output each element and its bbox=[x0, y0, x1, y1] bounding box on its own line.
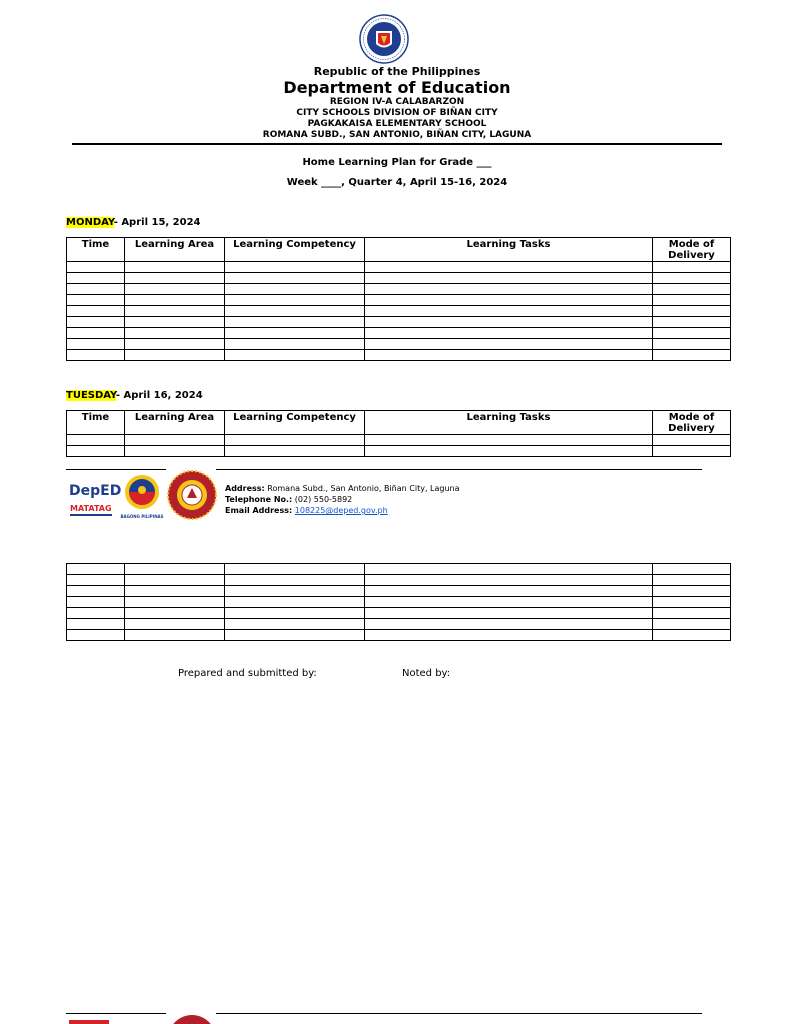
table-cell[interactable] bbox=[225, 306, 365, 317]
tuesday-table bbox=[66, 410, 731, 457]
table-cell[interactable] bbox=[67, 630, 125, 641]
bagong-logo-text: BAGONG PILIPINAS bbox=[120, 514, 164, 519]
table-cell[interactable] bbox=[225, 619, 365, 630]
header-divider bbox=[72, 143, 722, 145]
table-cell[interactable] bbox=[225, 435, 365, 446]
monday-date: - April 15, 2024 bbox=[113, 217, 201, 228]
table-row bbox=[67, 284, 731, 295]
table-row bbox=[67, 446, 731, 457]
col-time: Time bbox=[67, 238, 125, 262]
col-learning-area: Learning Area bbox=[125, 411, 225, 435]
col-time: Time bbox=[67, 411, 125, 435]
table-cell[interactable] bbox=[125, 284, 225, 295]
plan-week: Week ____, Quarter 4, April 15-16, 2024 bbox=[286, 177, 508, 188]
table-row bbox=[67, 435, 731, 446]
table-cell[interactable] bbox=[653, 273, 731, 284]
school-seal-logo-partial bbox=[167, 1014, 217, 1024]
table-row bbox=[67, 339, 731, 350]
col-learning-competency: Learning Competency bbox=[225, 238, 365, 262]
table-cell[interactable] bbox=[225, 597, 365, 608]
table-cell[interactable] bbox=[225, 284, 365, 295]
email-link[interactable]: 108225@deped.gov.ph bbox=[294, 506, 388, 515]
table-cell[interactable] bbox=[365, 273, 653, 284]
deped-logo-partial bbox=[67, 1017, 115, 1024]
table-cell[interactable] bbox=[653, 608, 731, 619]
table-row bbox=[67, 630, 731, 641]
table-cell[interactable] bbox=[125, 619, 225, 630]
address-line: ROMANA SUBD., SAN ANTONIO, BIÑAN CITY, LAGUNA bbox=[262, 130, 532, 140]
plan-title: Home Learning Plan for Grade ___ bbox=[302, 157, 492, 168]
deped-matatag-logo bbox=[67, 475, 122, 519]
table-cell[interactable] bbox=[653, 306, 731, 317]
table-cell[interactable] bbox=[125, 328, 225, 339]
table-cell[interactable] bbox=[365, 630, 653, 641]
table-cell[interactable] bbox=[125, 350, 225, 361]
table-cell[interactable] bbox=[225, 586, 365, 597]
table-cell[interactable] bbox=[653, 317, 731, 328]
republic-heading: Republic of the Philippines bbox=[313, 65, 481, 78]
table-cell[interactable] bbox=[67, 295, 125, 306]
table-cell[interactable] bbox=[125, 339, 225, 350]
table-row bbox=[67, 597, 731, 608]
address-value: Romana Subd., San Antonio, Biñan City, Laguna bbox=[264, 484, 460, 493]
table-cell[interactable] bbox=[225, 446, 365, 457]
table-row bbox=[67, 273, 731, 284]
footer-email bbox=[225, 505, 388, 516]
table-cell[interactable] bbox=[67, 306, 125, 317]
footer-rule-right-2 bbox=[216, 1013, 702, 1014]
table-cell[interactable] bbox=[365, 564, 653, 575]
footer-address bbox=[225, 483, 460, 494]
table-row bbox=[67, 295, 731, 306]
school-seal-logo bbox=[167, 470, 217, 520]
table-cell[interactable] bbox=[365, 284, 653, 295]
table-cell[interactable] bbox=[365, 575, 653, 586]
table-cell[interactable] bbox=[225, 273, 365, 284]
table-row bbox=[67, 328, 731, 339]
address-label: Address: bbox=[225, 484, 265, 493]
table-cell[interactable] bbox=[67, 339, 125, 350]
table-cell[interactable] bbox=[125, 317, 225, 328]
table-cell[interactable] bbox=[653, 619, 731, 630]
table-cell[interactable] bbox=[225, 564, 365, 575]
table-cell[interactable] bbox=[225, 630, 365, 641]
table-cell[interactable] bbox=[653, 328, 731, 339]
table-cell[interactable] bbox=[67, 446, 125, 457]
table-cell[interactable] bbox=[365, 339, 653, 350]
table-row bbox=[67, 619, 731, 630]
table-cell[interactable] bbox=[125, 630, 225, 641]
table-cell[interactable] bbox=[67, 284, 125, 295]
table-cell[interactable] bbox=[67, 619, 125, 630]
matatag-logo-text: MATATAG bbox=[70, 504, 112, 513]
table-cell[interactable] bbox=[225, 608, 365, 619]
table-cell[interactable] bbox=[653, 575, 731, 586]
table-row bbox=[67, 317, 731, 328]
table-cell[interactable] bbox=[67, 435, 125, 446]
table-cell[interactable] bbox=[67, 586, 125, 597]
table-cell[interactable] bbox=[365, 608, 653, 619]
table-cell[interactable] bbox=[653, 564, 731, 575]
table-cell[interactable] bbox=[365, 317, 653, 328]
table-cell[interactable] bbox=[653, 435, 731, 446]
email-label: Email Address: bbox=[225, 506, 293, 515]
table-cell[interactable] bbox=[365, 446, 653, 457]
school-line: PAGKAKAISA ELEMENTARY SCHOOL bbox=[307, 119, 487, 129]
phone-label: Telephone No.: bbox=[225, 495, 293, 504]
table-cell[interactable] bbox=[225, 339, 365, 350]
monday-day: MONDAY bbox=[66, 217, 114, 228]
noted-by-label: Noted by: bbox=[402, 668, 451, 679]
table-cell[interactable] bbox=[125, 597, 225, 608]
table-cell[interactable] bbox=[653, 586, 731, 597]
col-learning-competency: Learning Competency bbox=[225, 411, 365, 435]
tuesday-table-continued bbox=[66, 563, 731, 641]
phone-value: (02) 550-5892 bbox=[292, 495, 353, 504]
table-cell[interactable] bbox=[67, 608, 125, 619]
table-cell[interactable] bbox=[67, 564, 125, 575]
monday-label bbox=[66, 217, 201, 228]
department-title: Department of Education bbox=[283, 78, 511, 97]
footer-rule-right bbox=[216, 469, 702, 470]
footer-rule-left bbox=[66, 469, 166, 470]
table-cell[interactable] bbox=[125, 608, 225, 619]
table-cell[interactable] bbox=[653, 597, 731, 608]
table-cell[interactable] bbox=[125, 306, 225, 317]
table-row bbox=[67, 306, 731, 317]
table-cell[interactable] bbox=[67, 262, 125, 273]
table-cell[interactable] bbox=[365, 295, 653, 306]
table-cell[interactable] bbox=[125, 586, 225, 597]
table-cell[interactable] bbox=[67, 597, 125, 608]
table-cell[interactable] bbox=[67, 328, 125, 339]
tuesday-label bbox=[66, 390, 203, 401]
table-cell[interactable] bbox=[365, 350, 653, 361]
col-mode-of-delivery: Mode of Delivery bbox=[653, 411, 731, 435]
table-cell[interactable] bbox=[67, 350, 125, 361]
deped-logo-text: DepED bbox=[69, 483, 122, 499]
col-learning-area: Learning Area bbox=[125, 238, 225, 262]
table-cell[interactable] bbox=[365, 435, 653, 446]
table-cell[interactable] bbox=[125, 564, 225, 575]
table-cell[interactable] bbox=[225, 317, 365, 328]
table-cell[interactable] bbox=[67, 575, 125, 586]
table-cell[interactable] bbox=[653, 295, 731, 306]
table-cell[interactable] bbox=[125, 262, 225, 273]
table-cell[interactable] bbox=[653, 284, 731, 295]
bagong-pilipinas-logo bbox=[120, 472, 164, 522]
table-cell[interactable] bbox=[125, 435, 225, 446]
table-cell[interactable] bbox=[653, 339, 731, 350]
table-cell[interactable] bbox=[653, 446, 731, 457]
table-cell[interactable] bbox=[365, 586, 653, 597]
table-cell[interactable] bbox=[365, 262, 653, 273]
monday-table bbox=[66, 237, 731, 361]
table-cell[interactable] bbox=[67, 273, 125, 284]
table-cell[interactable] bbox=[67, 317, 125, 328]
table-cell[interactable] bbox=[225, 575, 365, 586]
table-cell[interactable] bbox=[125, 446, 225, 457]
table-row bbox=[67, 262, 731, 273]
col-learning-tasks: Learning Tasks bbox=[365, 411, 653, 435]
table-row bbox=[67, 564, 731, 575]
table-cell[interactable] bbox=[365, 328, 653, 339]
tuesday-date: - April 16, 2024 bbox=[115, 390, 203, 401]
table-cell[interactable] bbox=[125, 295, 225, 306]
division-line: CITY SCHOOLS DIVISION OF BIÑAN CITY bbox=[296, 108, 498, 118]
table-cell[interactable] bbox=[365, 619, 653, 630]
tuesday-day: TUESDAY bbox=[66, 390, 116, 401]
table-cell[interactable] bbox=[225, 262, 365, 273]
table-cell[interactable] bbox=[653, 350, 731, 361]
deped-seal-logo bbox=[359, 14, 409, 64]
col-learning-tasks: Learning Tasks bbox=[365, 238, 653, 262]
footer-phone bbox=[225, 494, 352, 505]
table-cell[interactable] bbox=[125, 575, 225, 586]
prepared-by-label: Prepared and submitted by: bbox=[178, 668, 317, 679]
table-cell[interactable] bbox=[653, 262, 731, 273]
table-cell[interactable] bbox=[225, 350, 365, 361]
footer-rule-left-2 bbox=[66, 1013, 166, 1014]
table-cell[interactable] bbox=[225, 295, 365, 306]
table-cell[interactable] bbox=[653, 630, 731, 641]
table-cell[interactable] bbox=[225, 328, 365, 339]
table-row bbox=[67, 608, 731, 619]
table-cell[interactable] bbox=[125, 273, 225, 284]
table-row bbox=[67, 575, 731, 586]
region-line: REGION IV-A CALABARZON bbox=[329, 97, 465, 107]
table-cell[interactable] bbox=[365, 597, 653, 608]
table-row bbox=[67, 350, 731, 361]
table-cell[interactable] bbox=[365, 306, 653, 317]
col-mode-of-delivery: Mode of Delivery bbox=[653, 238, 731, 262]
table-row bbox=[67, 586, 731, 597]
